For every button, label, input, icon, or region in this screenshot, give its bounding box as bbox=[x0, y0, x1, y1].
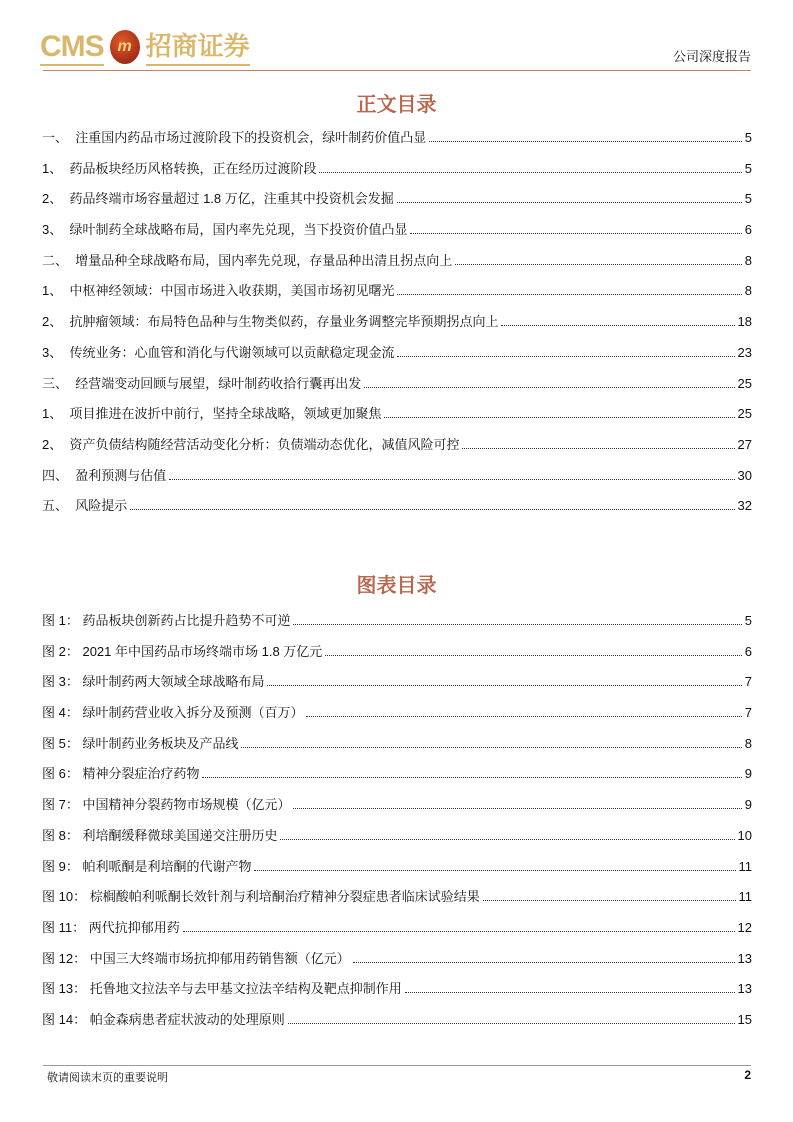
toc-entry-page[interactable]: 11 bbox=[738, 889, 752, 905]
toc-entry-page[interactable]: 15 bbox=[737, 1011, 752, 1027]
toc-entry-label[interactable]: 精神分裂症治疗药物 bbox=[82, 766, 200, 782]
toc-entry-label[interactable]: 帕金森病患者症状波动的处理原则 bbox=[89, 1011, 285, 1027]
toc-entry-page[interactable]: 5 bbox=[744, 613, 752, 628]
toc-entry[interactable] bbox=[42, 795, 752, 826]
toc-entry[interactable] bbox=[42, 949, 752, 980]
toc-entry-page[interactable]: 30 bbox=[737, 467, 752, 483]
toc-entry-page[interactable]: 6 bbox=[744, 643, 752, 659]
toc-entry-page[interactable]: 5 bbox=[744, 130, 752, 145]
toc-entry-page[interactable]: 27 bbox=[737, 436, 752, 452]
dot-leader bbox=[384, 416, 734, 418]
toc-entry[interactable] bbox=[42, 857, 752, 888]
dot-leader bbox=[364, 386, 734, 388]
toc-entry-number: 2、 bbox=[42, 191, 70, 207]
toc-entry-number: 五、 bbox=[42, 498, 76, 514]
main-toc-title: 正文目录 bbox=[356, 92, 437, 116]
toc-entry-page[interactable]: 7 bbox=[744, 705, 752, 721]
toc-entry[interactable] bbox=[42, 672, 752, 703]
main-toc bbox=[42, 128, 752, 527]
toc-entry-number: 1、 bbox=[42, 406, 70, 422]
toc-entry-page[interactable]: 5 bbox=[744, 191, 752, 207]
company-logo bbox=[40, 26, 250, 66]
toc-entry-number: 3、 bbox=[42, 222, 70, 238]
toc-entry[interactable] bbox=[42, 887, 752, 918]
toc-entry-number: 图 13： bbox=[42, 981, 90, 997]
toc-entry-label[interactable]: 药品板块经历风格转换，正在经历过渡阶段 bbox=[69, 160, 317, 176]
toc-entry-number: 3、 bbox=[42, 344, 70, 360]
toc-entry-label[interactable]: 抗肿瘤领域：布局特色品种与生物类似药，存量业务调整完毕预期拐点向上 bbox=[69, 314, 499, 330]
dot-leader bbox=[169, 478, 734, 480]
toc-entry-page[interactable]: 13 bbox=[737, 950, 752, 966]
toc-entry-number: 2、 bbox=[42, 314, 70, 330]
toc-entry-label[interactable]: 棕榈酸帕利哌酮长效针剂与利培酮治疗精神分裂症患者临床试验结果 bbox=[89, 889, 480, 905]
toc-entry-label[interactable]: 盈利预测与估值 bbox=[75, 467, 167, 483]
toc-entry-number: 图 5： bbox=[42, 735, 83, 751]
toc-entry-number: 二、 bbox=[42, 252, 76, 268]
toc-entry-label[interactable]: 项目推进在波折中前行，坚持全球战略，领域更加聚焦 bbox=[69, 406, 382, 422]
toc-entry-number: 图 4： bbox=[42, 705, 83, 721]
toc-entry[interactable] bbox=[42, 281, 752, 312]
dot-leader bbox=[501, 324, 734, 326]
toc-entry-label[interactable]: 绿叶制药营业收入拆分及预测（百万） bbox=[82, 705, 304, 721]
toc-entry-label[interactable]: 传统业务：心血管和消化与代谢领域可以贡献稳定现金流 bbox=[69, 344, 395, 360]
toc-entry-page[interactable]: 5 bbox=[744, 160, 752, 176]
toc-entry-page[interactable]: 9 bbox=[744, 797, 752, 813]
dot-leader bbox=[325, 654, 741, 656]
dot-leader bbox=[483, 899, 736, 901]
dot-leader bbox=[397, 201, 742, 203]
toc-entry[interactable] bbox=[42, 826, 752, 857]
toc-entry-label[interactable]: 药品板块创新药占比提升趋势不可逆 bbox=[82, 613, 291, 628]
toc-entry-number: 图 6： bbox=[42, 766, 83, 782]
toc-entry-label[interactable]: 注重国内药品市场过渡阶段下的投资机会，绿叶制药价值凸显 bbox=[75, 130, 427, 145]
dot-leader bbox=[293, 623, 741, 625]
toc-entry-page[interactable]: 11 bbox=[738, 858, 752, 874]
dot-leader bbox=[241, 746, 741, 748]
toc-entry-label[interactable]: 经营端变动回顾与展望，绿叶制药收拾行囊再出发 bbox=[75, 375, 362, 391]
toc-entry-label[interactable]: 中国精神分裂药物市场规模（亿元） bbox=[82, 797, 291, 813]
toc-entry[interactable] bbox=[42, 251, 752, 282]
dot-leader bbox=[293, 807, 741, 809]
toc-entry-label[interactable]: 托鲁地文拉法辛与去甲基文拉法辛结构及靶点抑制作用 bbox=[89, 981, 402, 997]
toc-entry-number: 图 3： bbox=[42, 674, 83, 690]
toc-entry[interactable] bbox=[42, 404, 752, 435]
toc-entry[interactable] bbox=[42, 703, 752, 734]
logo-text-en: CMS bbox=[40, 32, 104, 66]
toc-entry-number: 图 12： bbox=[42, 950, 90, 966]
toc-entry-label[interactable]: 药品终端市场容量超过 1.8 万亿，注重其中投资机会发掘 bbox=[69, 191, 394, 207]
toc-entry-page[interactable]: 9 bbox=[744, 766, 752, 782]
toc-entry[interactable] bbox=[42, 734, 752, 765]
toc-entry[interactable] bbox=[42, 343, 752, 374]
toc-entry-number: 2、 bbox=[42, 436, 70, 452]
dot-leader bbox=[288, 1022, 735, 1024]
figure-toc-title: 图表目录 bbox=[356, 573, 437, 597]
toc-entry[interactable] bbox=[42, 159, 752, 190]
toc-entry-page[interactable]: 8 bbox=[744, 735, 752, 751]
dot-leader bbox=[319, 171, 741, 173]
logo-emblem-icon: m bbox=[110, 30, 140, 64]
toc-entry[interactable] bbox=[42, 189, 752, 220]
dot-leader bbox=[455, 263, 742, 265]
toc-entry-label[interactable]: 绿叶制药全球战略布局，国内率先兑现，当下投资价值凸显 bbox=[69, 222, 408, 238]
toc-entry-page[interactable]: 6 bbox=[744, 222, 752, 238]
dot-leader bbox=[280, 838, 734, 840]
dot-leader bbox=[410, 232, 741, 234]
toc-entry-number: 三、 bbox=[42, 375, 76, 391]
toc-entry-number: 图 14： bbox=[42, 1011, 90, 1027]
toc-entry-number: 图 10： bbox=[42, 889, 90, 905]
footer-notice: 敬请阅读末页的重要说明 bbox=[47, 1071, 168, 1084]
toc-entry-label[interactable]: 中国三大终端市场抗抑郁用药销售额（亿元） bbox=[89, 950, 350, 966]
toc-entry[interactable] bbox=[42, 220, 752, 251]
dot-leader bbox=[353, 961, 735, 963]
report-type: 公司深度报告 bbox=[672, 50, 751, 65]
dot-leader bbox=[462, 447, 734, 449]
toc-entry[interactable] bbox=[42, 1010, 752, 1041]
toc-entry-label[interactable]: 利培酮缓释微球美国递交注册历史 bbox=[82, 827, 278, 843]
toc-entry-label[interactable]: 2021 年中国药品市场终端市场 1.8 万亿元 bbox=[82, 643, 323, 659]
dot-leader bbox=[267, 684, 741, 686]
toc-entry[interactable] bbox=[42, 466, 752, 497]
toc-entry[interactable] bbox=[42, 918, 752, 949]
toc-entry-label[interactable]: 两代抗抑郁用药 bbox=[88, 919, 180, 935]
toc-entry-page[interactable]: 8 bbox=[744, 283, 752, 299]
toc-entry-page[interactable]: 23 bbox=[737, 344, 752, 360]
toc-entry[interactable] bbox=[42, 128, 752, 159]
toc-entry-page[interactable]: 12 bbox=[737, 919, 752, 935]
toc-entry[interactable] bbox=[42, 764, 752, 795]
toc-entry[interactable] bbox=[42, 979, 752, 1010]
toc-entry-label[interactable]: 资产负债结构随经营活动变化分析：负债端动态优化，减值风险可控 bbox=[69, 436, 460, 452]
toc-entry-page[interactable]: 18 bbox=[737, 314, 752, 330]
toc-entry-page[interactable]: 7 bbox=[744, 674, 752, 690]
dot-leader bbox=[397, 355, 734, 357]
footer-divider bbox=[43, 1065, 751, 1066]
toc-entry-number: 1、 bbox=[42, 160, 70, 176]
toc-entry-page[interactable]: 10 bbox=[737, 827, 752, 843]
dot-leader bbox=[429, 140, 742, 142]
toc-entry[interactable] bbox=[42, 435, 752, 466]
toc-entry-label[interactable]: 增量品种全球战略布局，国内率先兑现，存量品种出清且拐点向上 bbox=[75, 252, 453, 268]
toc-entry[interactable] bbox=[42, 611, 752, 642]
header-divider bbox=[43, 70, 751, 71]
toc-entry-number: 图 11： bbox=[42, 919, 89, 935]
dot-leader bbox=[397, 293, 741, 295]
toc-entry-page[interactable]: 25 bbox=[737, 375, 752, 391]
toc-entry-number: 图 1： bbox=[42, 613, 83, 628]
dot-leader bbox=[130, 508, 734, 510]
toc-entry-number: 图 7： bbox=[42, 797, 83, 813]
toc-entry-page[interactable]: 25 bbox=[737, 406, 752, 422]
toc-entry-label[interactable]: 帕利哌酮是利培酮的代谢产物 bbox=[82, 858, 252, 874]
toc-entry[interactable] bbox=[42, 374, 752, 405]
logo-text-cn: 招商证券 bbox=[146, 32, 250, 66]
toc-entry-page[interactable]: 8 bbox=[744, 252, 752, 268]
toc-entry-number: 图 9： bbox=[42, 858, 83, 874]
dot-leader bbox=[183, 930, 735, 932]
page-number: 2 bbox=[744, 1068, 751, 1082]
toc-entry-label[interactable]: 绿叶制药业务板块及产品线 bbox=[82, 735, 239, 751]
toc-entry-number: 图 8： bbox=[42, 827, 83, 843]
toc-entry-number: 四、 bbox=[42, 467, 76, 483]
dot-leader bbox=[306, 715, 741, 717]
toc-entry-number: 图 2： bbox=[42, 643, 83, 659]
dot-leader bbox=[202, 776, 741, 778]
toc-entry[interactable] bbox=[42, 496, 752, 527]
toc-entry-label[interactable]: 中枢神经领域：中国市场进入收获期，美国市场初见曙光 bbox=[69, 283, 395, 299]
toc-entry-number: 1、 bbox=[42, 283, 70, 299]
toc-entry-label[interactable]: 绿叶制药两大领域全球战略布局 bbox=[82, 674, 265, 690]
toc-entry[interactable] bbox=[42, 642, 752, 673]
figure-toc bbox=[42, 611, 752, 1041]
dot-leader bbox=[405, 991, 735, 993]
toc-entry-number: 一、 bbox=[42, 130, 76, 145]
toc-entry-label[interactable]: 风险提示 bbox=[75, 498, 128, 514]
toc-entry[interactable] bbox=[42, 312, 752, 343]
dot-leader bbox=[254, 869, 735, 871]
toc-entry-page[interactable]: 32 bbox=[737, 498, 752, 514]
toc-entry-page[interactable]: 13 bbox=[737, 981, 752, 997]
